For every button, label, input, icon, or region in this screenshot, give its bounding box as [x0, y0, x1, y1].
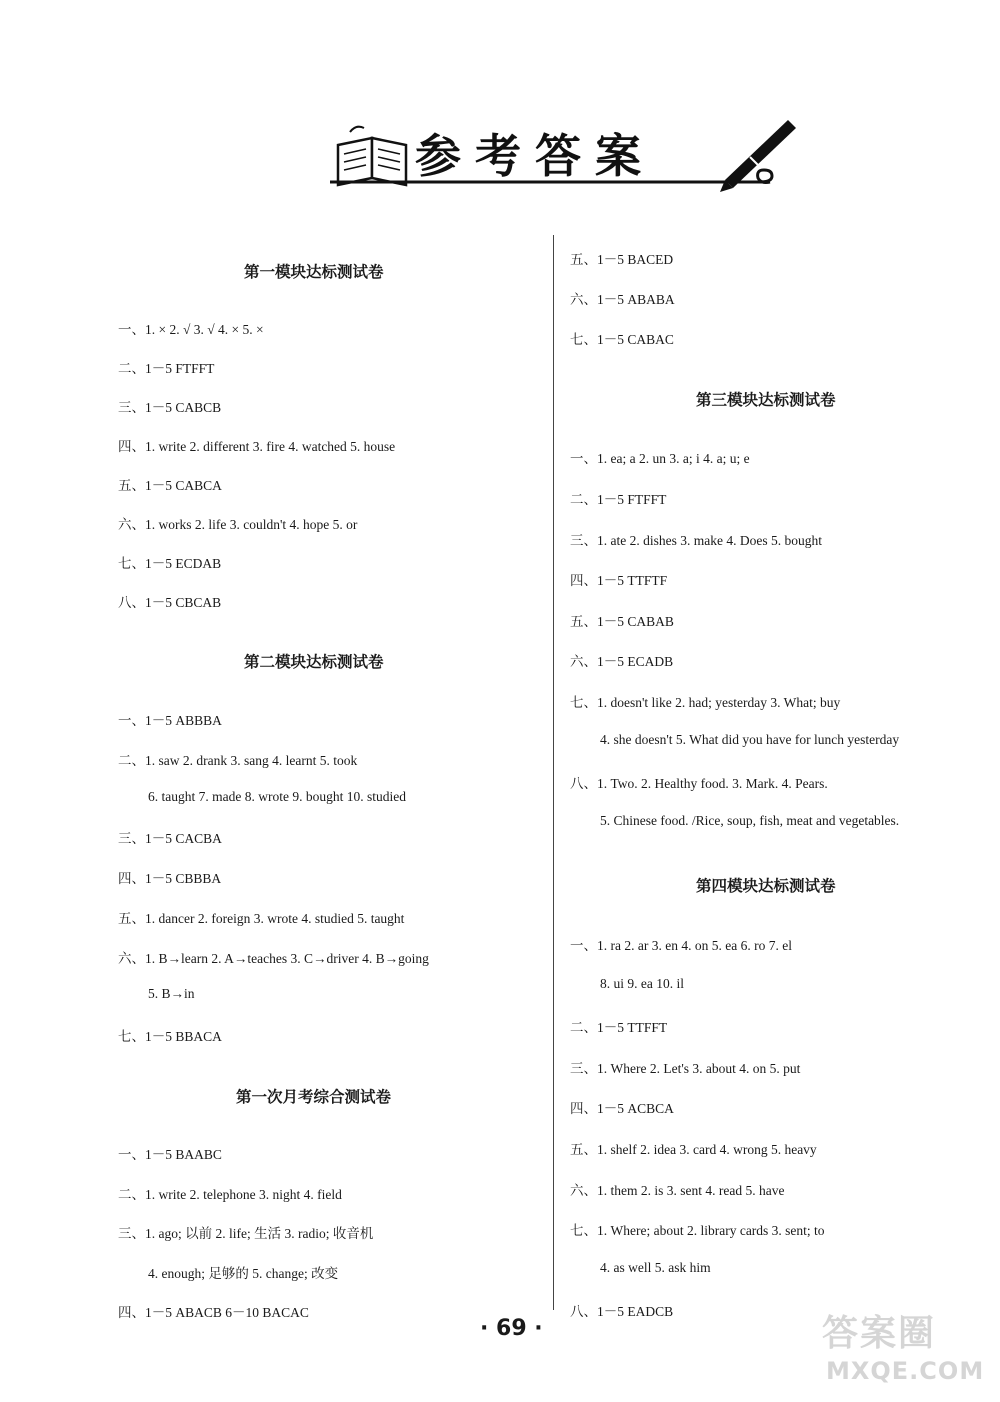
answer-line: 四、1－5 TTFTF — [570, 573, 668, 588]
section-title: 第二模块达标测试卷 — [244, 653, 384, 671]
answer-line: 5. Chinese food. /Rice, soup, fish, meat and vegetables. — [600, 813, 900, 828]
answer-line: 六、1－5 ECADB — [570, 654, 674, 669]
answer-line: 一、1. ra 2. ar 3. en 4. on 5. ea 6. ro 7. el — [570, 938, 792, 953]
answer-line: 三、1－5 CABCB — [118, 400, 222, 415]
answer-line: 七、1－5 BBACA — [118, 1029, 222, 1044]
answer-line: 四、1－5 ABACB 6－10 BACAC — [118, 1305, 309, 1320]
section-title: 第一次月考综合测试卷 — [236, 1088, 392, 1106]
watermark-text: 答案圈 — [822, 1313, 937, 1354]
watermark-logo — [822, 1305, 992, 1395]
answer-line: 一、1. × 2. √ 3. √ 4. × 5. × — [118, 322, 264, 337]
answer-line: 五、1－5 BACED — [570, 252, 674, 267]
watermark-url: MXQE.COM — [826, 1357, 985, 1385]
answer-line: 五、1. dancer 2. foreign 3. wrote 4. studied 5. taught — [118, 911, 405, 926]
section-title: 第三模块达标测试卷 — [696, 391, 836, 409]
answer-line: 七、1. Where; about 2. library cards 3. sent; to — [570, 1223, 825, 1238]
answer-line: 八、1. Two. 2. Healthy food. 3. Mark. 4. Pears. — [570, 776, 828, 791]
answer-line: 六、1. works 2. life 3. couldn't 4. hope 5. or — [118, 517, 358, 532]
answer-line: 七、1－5 CABAC — [570, 332, 674, 347]
answer-line: 四、1－5 ACBCA — [570, 1101, 674, 1116]
page-number: · 69 · — [480, 1316, 543, 1341]
answer-line: 五、1－5 CABAB — [570, 614, 674, 629]
answer-line: 4. she doesn't 5. What did you have for lunch yesterday — [600, 732, 900, 747]
answer-line: 一、1－5 BAABC — [118, 1147, 222, 1162]
answer-line: 五、1－5 CABCA — [118, 478, 222, 493]
answer-line: 5. B→in — [148, 986, 195, 1001]
answer-line: 七、1. doesn't like 2. had; yesterday 3. What; buy — [570, 695, 841, 710]
answer-line: 四、1－5 CBBBA — [118, 871, 222, 886]
answer-line: 一、1. ea; a 2. un 3. a; i 4. a; u; e — [570, 451, 750, 466]
answer-line: 三、1－5 CACBA — [118, 831, 222, 846]
open-book-icon — [338, 127, 406, 185]
answer-line: 二、1－5 TTFFT — [570, 1020, 668, 1035]
answer-line: 8. ui 9. ea 10. il — [600, 976, 684, 991]
answer-line: 七、1－5 ECDAB — [118, 556, 222, 571]
answer-line: 三、1. Where 2. Let's 3. about 4. on 5. put — [570, 1061, 801, 1076]
answer-line: 4. enough; 足够的 5. change; 改变 — [148, 1266, 339, 1281]
answer-line: 六、1. them 2. is 3. sent 4. read 5. have — [570, 1183, 785, 1198]
answer-line: 四、1. write 2. different 3. fire 4. watched 5. house — [118, 439, 396, 454]
answer-line: 二、1. saw 2. drank 3. sang 4. learnt 5. took — [118, 753, 358, 768]
answer-line: 二、1－5 FTFFT — [118, 361, 215, 376]
answer-line: 二、1－5 FTFFT — [570, 492, 667, 507]
answer-line: 三、1. ate 2. dishes 3. make 4. Does 5. bought — [570, 533, 822, 548]
answer-key-header — [320, 110, 800, 200]
section-title: 第一模块达标测试卷 — [244, 263, 384, 281]
answer-line: 二、1. write 2. telephone 3. night 4. field — [118, 1187, 342, 1202]
answer-line: 八、1－5 EADCB — [570, 1304, 674, 1319]
answer-line: 五、1. shelf 2. idea 3. card 4. wrong 5. heavy — [570, 1142, 817, 1157]
answer-line: 一、1－5 ABBBA — [118, 713, 222, 728]
section-title: 第四模块达标测试卷 — [696, 877, 836, 895]
answer-line: 4. as well 5. ask him — [600, 1260, 711, 1275]
page-title: 参考答案 — [415, 129, 655, 183]
answer-line: 6. taught 7. made 8. wrote 9. bought 10. studied — [148, 789, 406, 804]
answer-line: 八、1－5 CBCAB — [118, 595, 222, 610]
answer-line: 三、1. ago; 以前 2. life; 生活 3. radio; 收音机 — [118, 1226, 374, 1241]
answer-line: 六、1－5 ABABA — [570, 292, 675, 307]
column-divider — [553, 235, 554, 1310]
answer-line: 六、1. B→learn 2. A→teaches 3. C→driver 4. B→going — [118, 951, 429, 966]
